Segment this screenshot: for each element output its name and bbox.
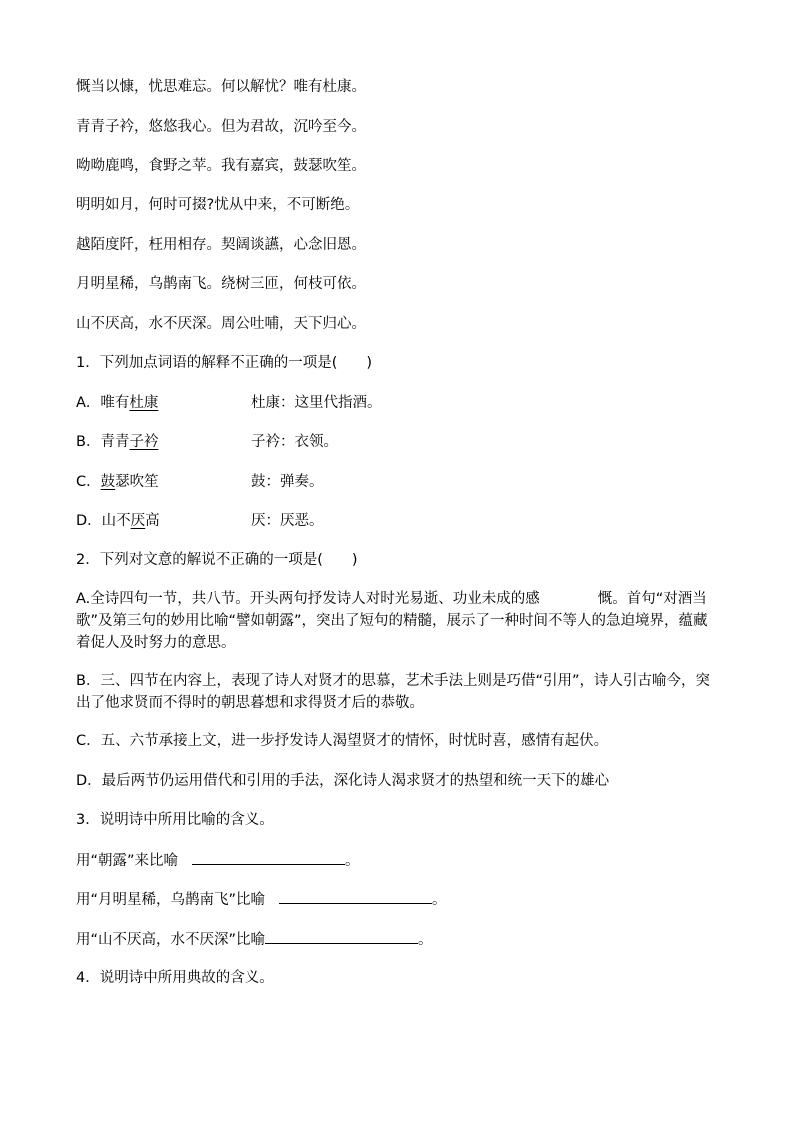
q1-option-d-term: D．山不厌高 (76, 513, 160, 529)
question-4-stem: 4．说明诗中所用典故的含义。 (76, 970, 274, 986)
poem-line-1: 慨当以慷，忧思难忘。何以解忧？唯有杜康。 (76, 79, 366, 95)
q1-option-b (76, 432, 736, 452)
poem-line-7: 山不厌高，水不厌深。周公吐哺，天下归心。 (76, 316, 366, 332)
dotted-word: 杜康 (129, 395, 159, 411)
answer-blank[interactable] (265, 929, 418, 944)
q1-option-a-term: A．唯有杜康 (76, 395, 159, 411)
question-2-stem: 2．下列对文意的解说不正确的一项是( ) (76, 552, 358, 568)
q1-option-c (76, 472, 736, 492)
poem-line-4: 明明如月，何时可掇?忧从中来，不可断绝。 (76, 197, 360, 213)
q1-option-d (76, 511, 736, 531)
q1-option-c-term: C．鼓瑟吹笙 (76, 474, 159, 490)
dotted-word: 子衿 (129, 434, 159, 450)
dotted-word: 鼓 (100, 474, 116, 490)
q2-option-d: D．最后两节仍运用借代和引用的手法，深化诗人渴求贤才的热望和统一天下的雄心 (76, 773, 610, 789)
q1-option-d-gloss: 厌：厌恶。 (251, 513, 324, 529)
poem-line-6: 月明星稀，乌鹊南飞。绕树三匝，何枝可依。 (76, 276, 366, 292)
poem-line-3: 呦呦鹿鸣，食野之苹。我有嘉宾，鼓瑟吹笙。 (76, 158, 366, 174)
q3-line-2: 用“月明星稀，乌鹊南飞”比喻 。 (76, 889, 447, 910)
q1-option-a-gloss: 杜康：这里代指酒。 (251, 395, 382, 411)
answer-blank[interactable] (279, 889, 432, 904)
dotted-word: 厌 (130, 513, 146, 529)
answer-blank[interactable] (192, 850, 345, 865)
q1-option-a (76, 393, 736, 413)
q2-option-b: B．三、四节在内容上，表现了诗人对贤才的思慕，艺术手法上则是巧借“引用”，诗人引古喻今，突出了他求贤而不得时的朝思暮想和求得贤才后的恭敬。 (76, 673, 710, 711)
q3-line-1: 用“朝露”来比喻 。 (76, 850, 360, 871)
q3-line-3: 用“山不厌高，水不厌深”比喻 。 (76, 929, 433, 950)
question-1-stem: 1．下列加点词语的解释不正确的一项是( ) (76, 355, 373, 371)
q1-option-c-gloss: 鼓：弹奏。 (251, 474, 324, 490)
question-3-stem: 3．说明诗中所用比喻的含义。 (76, 812, 274, 828)
poem-line-2: 青青子衿，悠悠我心。但为君故，沉吟至今。 (76, 119, 366, 135)
q2-option-c: C．五、六节承接上文，进一步抒发诗人渴望贤才的情怀，时忧时喜，感情有起伏。 (76, 733, 609, 749)
q1-option-b-gloss: 子衿：衣领。 (251, 434, 338, 450)
q1-option-b-term: B．青青子衿 (76, 434, 159, 450)
poem-line-5: 越陌度阡，枉用相存。契阔谈讌，心念旧恩。 (76, 237, 366, 253)
q2-option-a: A.全诗四句一节，共八节。开头两句抒发诗人对时光易逝、功业未成的感 慨。首句“对酒当歌”及第三句的妙用比喻“譬如朝露”，突出了短句的精髓，展示了一种时间不等人的急迫境界，蕴藏着促人及时努力的意思。 (76, 591, 708, 651)
